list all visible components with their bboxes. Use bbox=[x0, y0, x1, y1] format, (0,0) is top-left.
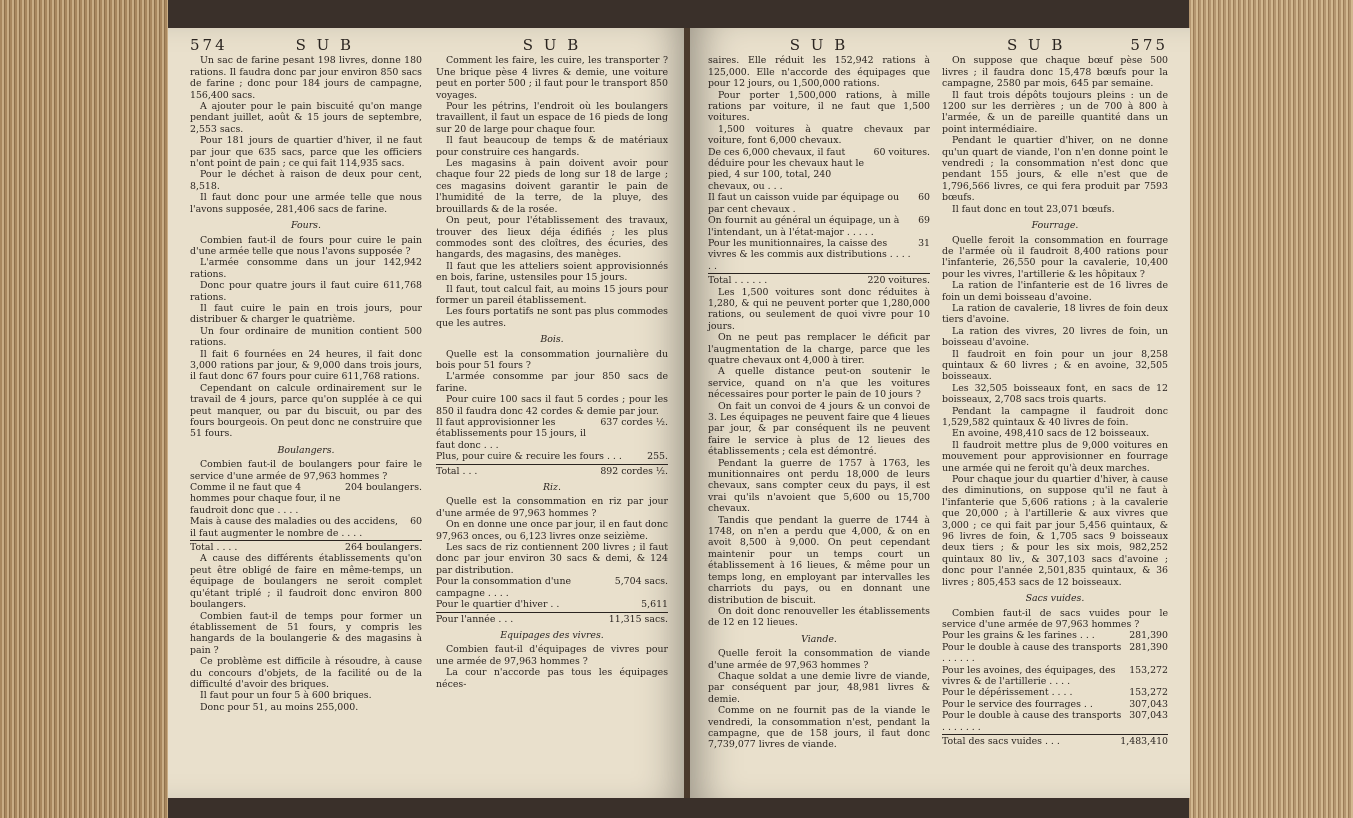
paragraph: Il faut donc en tout 23,071 bœufs. bbox=[952, 203, 1115, 215]
running-head: S U B bbox=[1006, 36, 1066, 54]
paragraph: Tandis que pendant la guerre de 1744 à 1748, on n'en a perdu que 4,000, & on en avoit 8,500 à 9,000. On peut cependant maintenir pour un temps court un établissement à 16 lieues, & même pour un temps long, en employant par intervalles les charriots du pays, ou en donnant une distribution de biscuit. bbox=[708, 514, 930, 606]
paragraph: Quelle est la consommation en riz par jour d'une armée de 97,963 hommes ? bbox=[436, 496, 668, 519]
paragraph: La ration des vivres, 20 livres de foin, un boisseau d'avoine. bbox=[942, 325, 1168, 349]
section-heading: Riz. bbox=[543, 482, 561, 494]
table-row bbox=[708, 192, 930, 215]
divider bbox=[190, 540, 422, 541]
row-label: Plus, pour cuire & recuire les fours . . . bbox=[436, 451, 622, 463]
paragraph: Pour les pétrins, l'endroit où les boulangers travaillent, il faut un espace de 16 pieds de long sur 20 de large pour chaque four. bbox=[436, 101, 668, 135]
table-row bbox=[942, 699, 1168, 710]
divider bbox=[708, 273, 930, 274]
paragraph: On en donne une once par jour, il en faut donc 97,963 onces, ou 6,123 livres onze seizième. bbox=[436, 519, 668, 542]
paragraph: Donc pour quatre jours il faut cuire 611,768 rations. bbox=[190, 280, 422, 303]
total-label: Total . . . . . . bbox=[708, 275, 768, 287]
total-value: 1,483,410 bbox=[1120, 735, 1168, 747]
paragraph: Il faudroit en foin pour un jour 8,258 quintaux & 60 livres ; & en avoine, 32,505 boisseaux. bbox=[942, 348, 1168, 383]
paragraph: Combien faut-il de boulangers pour faire le service d'une armée de 97,963 hommes ? bbox=[190, 459, 422, 482]
paragraph: La ration de cavalerie, 18 livres de foin deux tiers d'avoine. bbox=[942, 302, 1168, 326]
paragraph: A cause des différents établissements qu'on peut être obligé de faire en même-temps, un équipage de boulangers ne seroit complet qu'étant triplé ; il faudroit donc environ 800 boulangers. bbox=[190, 553, 422, 611]
paragraph: Pour 181 jours de quartier d'hiver, il ne faut par jour que 635 sacs, parce que les officiers n'ont point de pain ; ce qui fait 114,935 sacs. bbox=[190, 135, 422, 170]
paragraph: Ce problème est difficile à résoudre, à cause du concours d'objets, de la facilité ou de la difficulté d'avoir des briques. bbox=[190, 656, 422, 690]
row-label: Pour le service des fourrages . . bbox=[942, 698, 1093, 710]
column-3 bbox=[708, 36, 930, 751]
section-heading: Bois. bbox=[540, 334, 564, 346]
right-page bbox=[690, 28, 1190, 798]
row-label: De ces 6,000 chevaux, il faut déduire pour les chevaux haut le pied, 4 sur 100, total, 240 chevaux, ou . . . bbox=[708, 146, 865, 192]
page-number: 575 bbox=[1130, 36, 1168, 54]
paragraph: Il faudroit mettre plus de 9,000 voitures en mouvement pour approvisionner en fourrage une armée qui ne feroit qu'à deux marches. bbox=[942, 439, 1168, 474]
table-row bbox=[942, 642, 1168, 665]
running-head: S U B bbox=[522, 36, 582, 54]
row-label: Pour les grains & les farines . . . bbox=[942, 630, 1095, 642]
paragraph: Pour chaque jour du quartier d'hiver, à cause des diminutions, on suppose qu'il ne faut à l'infanterie que 5,606 rations ; à la cavalerie que 20,000 ; à l'artillerie & aux vivres que 3,000 ; ce qui fait par jour 5,456 quintaux, & 96 livres de foin, & 1,705 sacs 9 boisseaux deux tiers ; & pour les six mois, 982,252 quintaux 80 liv., & 307,103 sacs d'avoine ; donc pour l'année 2,501,835 quintaux, & 36 livres ; 805,453 sacs de 12 boisseaux. bbox=[942, 474, 1168, 588]
divider bbox=[436, 464, 668, 465]
table-row bbox=[436, 576, 668, 599]
paragraph: Les sacs de riz contiennent 200 livres ; il faut donc par jour environ 30 sacs & demi, & 124 par distribution. bbox=[436, 542, 668, 576]
paragraph: Un four ordinaire de munition contient 500 rations. bbox=[190, 325, 422, 349]
total-row bbox=[190, 542, 422, 553]
row-label: On fournit au général un équipage, un à l'intendant, un à l'état-major . . . . . bbox=[708, 215, 900, 238]
total-label: Pour l'année . . . bbox=[436, 613, 514, 625]
row-value: 307,043 bbox=[1129, 710, 1168, 722]
row-value: 281,390 bbox=[1129, 641, 1168, 653]
column-2 bbox=[436, 36, 668, 690]
running-head: S U B bbox=[295, 36, 355, 54]
row-value: 69 bbox=[918, 215, 930, 227]
paragraph: Quelle feroit la consommation en fourrage de l'armée où il faudroit 8,400 rations pour l'infanterie, 26,550 pour la cavalerie, 10,400 pour les vivres, l'artillerie & les hôpitaux ? bbox=[942, 234, 1168, 280]
paragraph: Pendant la campagne il faudroit donc 1,529,582 quintaux & 40 livres de foin. bbox=[942, 405, 1168, 428]
paragraph: L'armée consomme par jour 850 sacs de farine. bbox=[436, 371, 668, 394]
paragraph: Quelle feroit la consommation de viande d'une armée de 97,963 hommes ? bbox=[708, 648, 930, 671]
divider bbox=[942, 734, 1168, 735]
paragraph: L'armée consomme dans un jour 142,942 rations. bbox=[190, 257, 422, 280]
paragraph: Pendant la guerre de 1757 à 1763, les munitionnaires ont perdu 18,000 de leurs chevaux, sans compter ceux du pays, il est vrai qu'ils n'avoient que 5,600 ou 15,700 chevaux. bbox=[708, 457, 930, 515]
paragraph: On suppose que chaque bœuf pèse 500 livres ; il faudra donc 15,478 bœufs pour la campagne, 2580 par mois, 645 par semaine. bbox=[942, 55, 1168, 90]
paragraph: On doit donc renouveller les établissements de 12 en 12 lieues. bbox=[708, 605, 930, 629]
paragraph: Il faut donc pour une armée telle que nous l'avons supposée, 281,406 sacs de farine. bbox=[190, 192, 422, 215]
section-heading: Sacs vuides. bbox=[1025, 593, 1085, 605]
table-row bbox=[190, 482, 422, 516]
section-heading: Fourrage. bbox=[1031, 220, 1079, 232]
row-value: 60 bbox=[410, 516, 422, 528]
paragraph: Les 1,500 voitures sont donc réduites à 1,280, & qui ne peuvent porter que 1,280,000 rations, ou seulement de quoi vivre pour 10 jours. bbox=[708, 286, 930, 332]
row-value: 204 boulangers. bbox=[344, 482, 422, 494]
column-4 bbox=[942, 36, 1168, 747]
total-label: Total . . . bbox=[436, 465, 478, 477]
paragraph: Il faut trois dépôts toujours pleins : un de 1200 sur les derrières ; un de 700 à 800 à l'armée, & un de pareille quantité dans un point intermédiaire. bbox=[942, 89, 1168, 135]
row-value: 255. bbox=[647, 451, 668, 463]
row-label: Pour le double à cause des transports . . . . . . bbox=[942, 641, 1122, 665]
row-value: 307,043 bbox=[1129, 698, 1168, 710]
row-value: 281,390 bbox=[1129, 630, 1168, 642]
table-row bbox=[190, 516, 422, 539]
book-edge-left bbox=[0, 0, 168, 818]
table-row bbox=[436, 451, 668, 462]
column-1 bbox=[190, 36, 422, 713]
row-label: Pour le double à cause des transports . . . . . . . bbox=[942, 710, 1122, 733]
row-value: 153,272 bbox=[1129, 664, 1168, 676]
total-value: 264 boulangers. bbox=[344, 542, 422, 554]
row-label: Pour le quartier d'hiver . . bbox=[436, 599, 560, 611]
paragraph: Il faut, tout calcul fait, au moins 15 jours pour former un pareil établissement. bbox=[436, 283, 668, 306]
row-label: Il faut approvisionner les établissements pour 15 jours, il faut donc . . . bbox=[436, 417, 586, 451]
paragraph: Combien faut-il d'équipages de vivres pour une armée de 97,963 hommes ? bbox=[436, 644, 668, 667]
paragraph: Donc pour 51, au moins 255,000. bbox=[200, 701, 359, 713]
paragraph: On ne peut pas remplacer le déficit par l'augmentation de la charge, parce que les quatre chevaux ont 4,000 à tirer. bbox=[708, 332, 930, 366]
total-row bbox=[436, 466, 668, 477]
total-value: 11,315 sacs. bbox=[608, 613, 668, 625]
row-label: Pour le dépérissement . . . . bbox=[942, 687, 1073, 699]
total-row bbox=[436, 614, 668, 625]
running-head: S U B bbox=[789, 36, 849, 54]
paragraph: A ajouter pour le pain biscuité qu'on mange pendant juillet, août & 15 jours de septembre, 2,553 sacs. bbox=[190, 101, 422, 135]
book-edge-right bbox=[1189, 0, 1353, 818]
paragraph: Combien faut-il de fours pour cuire le pain d'une armée telle que nous l'avons supposée ? bbox=[190, 234, 422, 257]
paragraph: Il fait 6 fournées en 24 heures, il fait donc 3,000 rations par jour, & 9,000 dans trois jours, il faut donc 67 fours pour cuire 611,768 rations. bbox=[190, 348, 422, 383]
paragraph: Il faut cuire le pain en trois jours, pour distribuer & charger le quatrième. bbox=[190, 302, 422, 326]
row-value: 637 cordes ½. bbox=[600, 417, 668, 428]
table-row bbox=[942, 630, 1168, 641]
paragraph: Comme on ne fournit pas de la viande le vendredi, la consommation n'est, pendant la campagne, que de 158 jours, il faut donc 7,739,077 livres de viande. bbox=[708, 705, 930, 751]
left-page bbox=[168, 28, 688, 798]
table-row bbox=[708, 147, 930, 193]
row-label: Pour la consommation d'une campagne . . . . bbox=[436, 576, 572, 599]
total-row bbox=[942, 736, 1168, 747]
paragraph: Pendant le quartier d'hiver, on ne donne qu'un quart de viande, l'on n'en donne point le vendredi ; la consommation n'est donc que pendant 155 jours, & elle n'est que de 1,796,566 livres, ce qui fera produit par 7593 bœufs. bbox=[942, 135, 1168, 204]
divider bbox=[436, 612, 668, 613]
row-value: 60 voitures. bbox=[873, 146, 930, 158]
paragraph: Il faut beaucoup de temps & de matériaux pour construire ces hangards. bbox=[436, 135, 668, 158]
paragraph: Un sac de farine pesant 198 livres, donne 180 rations. Il faudra donc par jour environ 850 sacs de farine ; donc pour 184 jours de campagne, 156,400 sacs. bbox=[190, 55, 422, 101]
row-value: 60 bbox=[918, 192, 930, 204]
row-label: Pour les munitionnaires, la caisse des vivres & les commis aux distributions . . . . . . bbox=[708, 237, 911, 272]
paragraph: 1,500 voitures à quatre chevaux par voiture, font 6,000 chevaux. bbox=[708, 123, 930, 147]
paragraph: En avoine, 498,410 sacs de 12 boisseaux. bbox=[952, 428, 1150, 440]
total-value: 892 cordes ½. bbox=[600, 465, 668, 477]
total-label: Total . . . . bbox=[190, 542, 238, 554]
row-label: Comme il ne faut que 4 hommes pour chaque four, il ne faudroit donc que . . . . bbox=[190, 482, 341, 516]
row-value: 153,272 bbox=[1129, 687, 1168, 699]
paragraph: A quelle distance peut-on soutenir le service, quand on n'a que les voitures nécessaires pour porter le pain de 10 jours ? bbox=[708, 366, 930, 401]
paragraph: La ration de l'infanterie est de 16 livres de foin un demi boisseau d'avoine. bbox=[942, 280, 1168, 303]
paragraph: Pour porter 1,500,000 rations, à mille rations par voiture, il ne faut que 1,500 voitures. bbox=[708, 89, 930, 124]
row-value: 5,611 bbox=[641, 599, 668, 611]
page-number: 574 bbox=[190, 36, 228, 54]
paragraph: Combien faut-il de temps pour former un établissement de 51 fours, y compris les hangards de la boulangerie & des magasins à pain ? bbox=[190, 610, 422, 656]
row-value: 31 bbox=[918, 237, 930, 249]
paragraph: Comment les faire, les cuire, les transporter ? Une brique pèse 4 livres & demie, une voiture peut en porter 500 ; il faut pour le transport 850 voyages. bbox=[436, 55, 668, 101]
paragraph: Quelle est la consommation journalière du bois pour 51 fours ? bbox=[436, 348, 668, 371]
table-row bbox=[942, 687, 1168, 698]
table-row bbox=[436, 417, 668, 451]
paragraph: Combien faut-il de sacs vuides pour le service d'une armée de 97,963 hommes ? bbox=[942, 607, 1168, 630]
table-row bbox=[942, 665, 1168, 688]
section-heading: Boulangers. bbox=[277, 444, 335, 456]
paragraph: Il faut pour un four 5 à 600 briques. bbox=[200, 690, 372, 702]
paragraph: Pour cuire 100 sacs il faut 5 cordes ; pour les 850 il faudra donc 42 cordes & demie par jour. bbox=[436, 394, 668, 417]
paragraph: saires. Elle réduit les 152,942 rations à 125,000. Elle n'accorde des équipages que pour 12 jours, ou 1,500,000 rations. bbox=[708, 55, 930, 90]
section-heading: Equipages des vivres. bbox=[500, 629, 604, 641]
table-row bbox=[436, 599, 668, 610]
row-label: Mais à cause des maladies ou des accidens, il faut augmenter le nombre de . . . . bbox=[190, 516, 398, 539]
row-value: 5,704 sacs. bbox=[614, 576, 668, 588]
row-label: Il faut un caisson vuide par équipage ou par cent chevaux . bbox=[708, 192, 900, 215]
section-heading: Viande. bbox=[801, 633, 837, 645]
paragraph: Les magasins à pain doivent avoir pour chaque four 22 pieds de long sur 18 de large ; ces magasins doivent garantir le pain de l'humidité de la terre, de la pluye, des brouillards & de la rosée. bbox=[436, 158, 668, 215]
paragraph: On peut, pour l'établissement des travaux, trouver des lieux déja édifiés ; les plus commodes sont des cloîtres, des écuries, des hangards, des magasins, des manèges. bbox=[436, 215, 668, 261]
paragraph: Pour le déchet à raison de deux pour cent, 8,518. bbox=[190, 169, 422, 192]
paragraph: La cour n'accorde pas tous les équipages néces- bbox=[436, 667, 668, 690]
paragraph: Il faut que les atteliers soient approvisionnés en bois, farine, ustensiles pour 15 jours. bbox=[436, 260, 668, 284]
paragraph: On fait un convoi de 4 jours & un convoi de 3. Les équipages ne peuvent faire que 4 lieues par jour, & par conséquent ils ne peuvent faire le service à plus de 12 lieues des établissements ; cela est démontré. bbox=[708, 400, 930, 458]
row-label: Pour les avoines, des équipages, des vivres & de l'artillerie . . . . bbox=[942, 664, 1116, 687]
table-row bbox=[708, 215, 930, 238]
total-row bbox=[708, 275, 930, 286]
paragraph: Cependant on calcule ordinairement sur le travail de 4 jours, parce qu'on supplée à ce qui peut manquer, ou par du biscuit, ou par des fours bourgeois. On peut donc ne construire que 51 fours. bbox=[190, 382, 422, 440]
paragraph: Chaque soldat a une demie livre de viande, par conséquent par jour, 48,981 livres & demie. bbox=[708, 670, 930, 705]
paragraph: Les 32,505 boisseaux font, en sacs de 12 boisseaux, 2,708 sacs trois quarts. bbox=[942, 382, 1168, 406]
table-row bbox=[708, 238, 930, 272]
table-row bbox=[942, 710, 1168, 733]
total-value: 220 voitures. bbox=[867, 275, 930, 287]
total-label: Total des sacs vuides . . . bbox=[942, 735, 1060, 747]
paragraph: Les fours portatifs ne sont pas plus commodes que les autres. bbox=[436, 306, 668, 329]
section-heading: Fours. bbox=[291, 220, 321, 232]
